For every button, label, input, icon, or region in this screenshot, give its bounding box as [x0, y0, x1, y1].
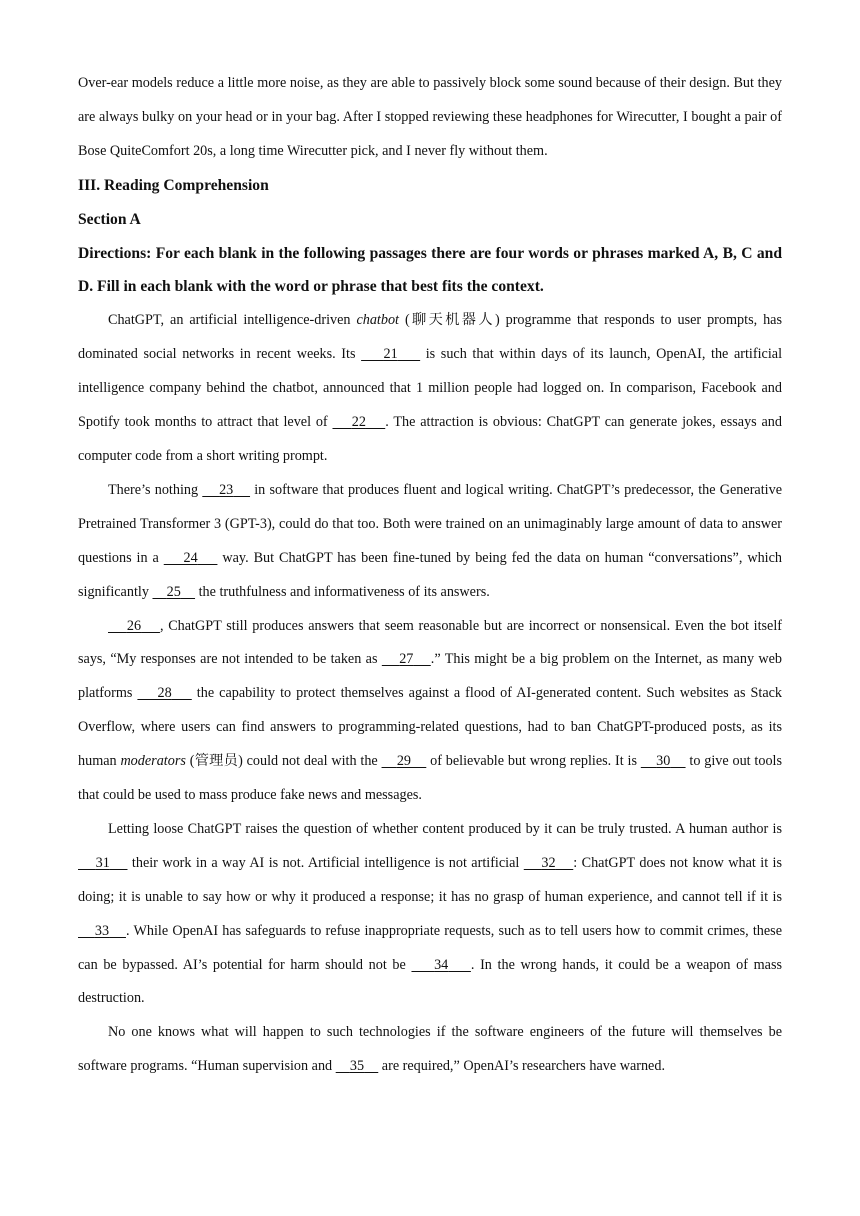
blank-25: 25: [166, 583, 181, 600]
term-moderators: moderators: [120, 753, 186, 770]
text-run: way. But ChatGPT has been fine-tuned by being fed the data on human “conversations”, which significantly: [78, 549, 782, 600]
blank-31: 31: [95, 854, 110, 871]
directions: Directions: For each blank in the following passages there are four words or phrases marked A, B, C and D. Fill in each blank with the word or phrase that best fits the context.: [78, 244, 782, 296]
blank-35: 35: [349, 1058, 365, 1075]
blank-27: 27: [399, 651, 414, 668]
passage-paragraph-2: [78, 474, 782, 610]
blank-21: 21: [383, 346, 398, 363]
blank-30: 30: [656, 753, 671, 770]
text-run: ChatGPT, an artificial intelligence-driven: [108, 312, 357, 329]
text-run: in software that produces fluent and logical writing. ChatGPT’s predecessor, the Generative Pretrained Transformer 3 (GPT-3), could do that too. Both were trained on an unimaginably large amount of data to answer questions in a: [78, 481, 782, 566]
blank-33: 33: [94, 922, 110, 939]
text-run: of believable but wrong replies. It is: [426, 753, 641, 770]
term-chatbot: chatbot: [356, 312, 399, 329]
intro-paragraph: Over-ear models reduce a little more noise, as they are able to passively block some sound because of their design. But they are always bulky on your head or in your bag. After I stopped reviewing these headphones for Wirecutter, I bought a pair of Bose QuiteComfort 20s, a long time Wirecutter pick, and I never fly without them.: [78, 75, 782, 159]
text-run: , ChatGPT still produces answers that seem reasonable but are incorrect or nonsensical. Even the bot itself says, “My responses are not intended to be taken as: [78, 617, 782, 668]
text-run: is such that within days of its launch, OpenAI, the artificial intelligence company behind the chatbot, announced that 1 million people had logged on. In comparison, Facebook and Spotify took months to attract that level of: [78, 346, 783, 431]
section-heading: Section A: [78, 210, 141, 228]
passage-paragraph-3: [78, 610, 782, 813]
text-run: . In the wrong hands, it could be a weapon of mass destruction.: [78, 956, 783, 1007]
text-run: the capability to protect themselves against a flood of AI-generated content. Such websites as Stack Overflow, where users can find answers to programming-related questions, had to ban ChatGPT-produced posts, as its human: [78, 685, 783, 770]
text-run: No one knows what will happen to such technologies if the software engineers of the future will themselves be software programs. “Human supervision and: [78, 1024, 782, 1075]
part-heading: III. Reading Comprehension: [78, 176, 269, 194]
text-run: to give out tools that could be used to mass produce fake news and messages.: [78, 753, 783, 804]
text-run: their work in a way AI is not. Artificial intelligence is not artificial: [127, 854, 524, 871]
blank-29: 29: [396, 753, 411, 770]
blank-26: 26: [126, 617, 142, 634]
text-run: are required,” OpenAI’s researchers have warned.: [378, 1058, 665, 1075]
blank-32: 32: [541, 854, 556, 871]
text-run: (聊天机器人) programme that responds to user prompts, has dominated social networks in recent weeks. Its: [78, 312, 782, 363]
passage-paragraph-1: [78, 304, 782, 474]
blank-34: 34: [434, 956, 449, 973]
text-run: .” This might be a big problem on the Internet, as many web platforms: [78, 651, 783, 702]
text-run: (管理员) could not deal with the: [185, 753, 382, 770]
passage-paragraph-5: [78, 1016, 782, 1084]
passage-paragraph-4: [78, 813, 782, 1016]
blank-24: 24: [183, 549, 198, 566]
blank-23: 23: [219, 481, 234, 498]
blank-28: 28: [157, 685, 172, 702]
text-run: the truthfulness and informativeness of its answers.: [195, 583, 490, 600]
document-page: [78, 67, 782, 1084]
text-run: . While OpenAI has safeguards to refuse inappropriate requests, such as to tell users how to commit crimes, these can be bypassed. AI’s potential for harm should not be: [78, 922, 783, 973]
blank-22: 22: [351, 414, 366, 431]
text-run: Letting loose ChatGPT raises the question of whether content produced by it can be truly trusted. A human author is: [108, 820, 782, 837]
text-run: . The attraction is obvious: ChatGPT can generate jokes, essays and computer code from a short writing prompt.: [78, 414, 782, 464]
text-run: : ChatGPT does not know what it is doing; it is unable to say how or why it produced a response; it has no grasp of human experience, and cannot tell if it is: [78, 854, 783, 905]
text-run: There’s nothing: [108, 481, 203, 498]
